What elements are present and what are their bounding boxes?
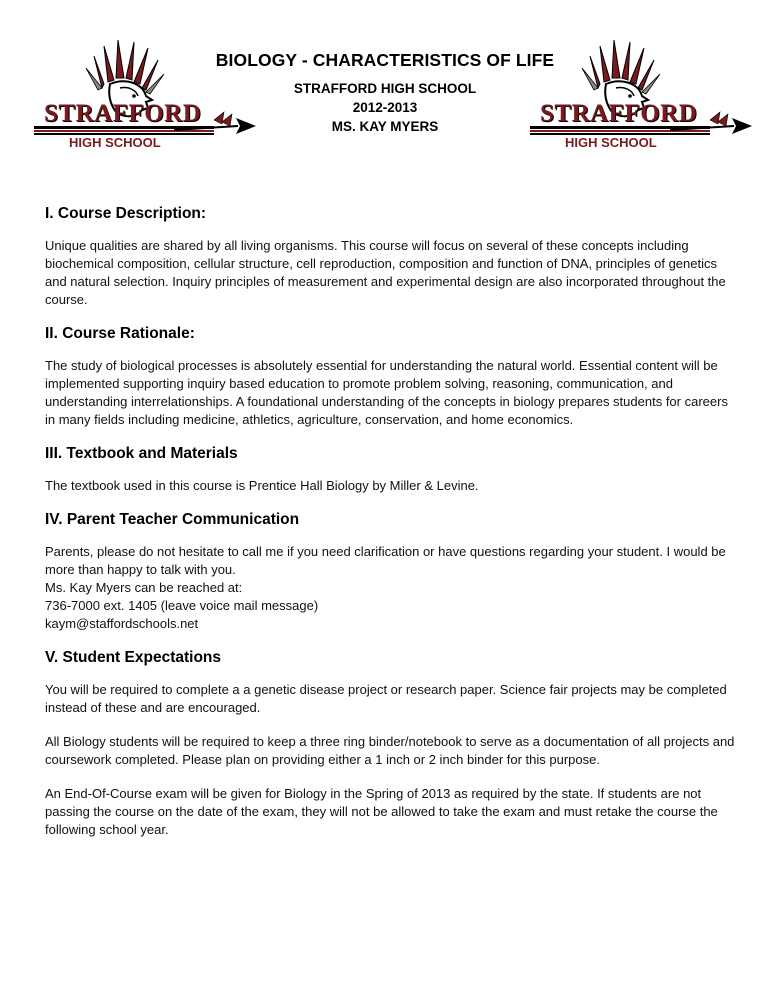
paragraph: The study of biological processes is absolutely essential for understanding the natural world. Essential content will be implemented supporting inquiry based education to promote problem solving, reasoning, communication, and understanding interrelationships. A foundational understanding of the concepts in biology prepares students for careers in many fields including medicine, athletics, agriculture, conservation, and home economics. (45, 358, 728, 427)
document-header (180, 50, 590, 136)
paragraph: You will be required to complete a a genetic disease project or research paper. Science fair projects may be completed instead of these and are encouraged. (45, 682, 727, 715)
school-name: STRAFFORD HIGH SCHOOL (293, 81, 477, 96)
section-student-expectations (45, 649, 735, 839)
paragraph: Parents, please do not hesitate to call me if you need clarification or have questions regarding your student. I would be more than happy to talk with you. (45, 544, 726, 577)
school-year: 2012-2013 (352, 100, 418, 115)
logo-subtitle: HIGH SCHOOL (69, 135, 161, 150)
logo-wordmark: STRAFFORD (540, 100, 698, 127)
document-body (45, 205, 735, 855)
section-heading: I. Course Description: (45, 205, 207, 222)
logo-subtitle: HIGH SCHOOL (565, 135, 657, 150)
paragraph: An End-Of-Course exam will be given for Biology in the Spring of 2013 as required by the state. If students are not passing the course on the date of the exam, they will not be allowed to take the exam and must retake the course the following school year. (45, 786, 718, 837)
section-heading: V. Student Expectations (45, 649, 221, 666)
section-course-description (45, 205, 735, 309)
contact-phone: 736-7000 ext. 1405 (leave voice mail message) (45, 598, 319, 613)
section-heading: IV. Parent Teacher Communication (45, 511, 300, 528)
logo-wordmark: STRAFFORD (44, 100, 202, 127)
paragraph: Unique qualities are shared by all living organisms. This course will focus on several of these concepts including biochemical composition, cellular structure, cell reproduction, composition and function of DNA, principles of genetics and natural selection. Inquiry principles of measurement and experimental design are also incorporated throughout the course. (45, 238, 726, 307)
section-course-rationale (45, 325, 735, 429)
contact-email[interactable]: kaym@staffordschools.net (45, 616, 199, 631)
teacher-name: MS. KAY MYERS (331, 119, 439, 134)
section-textbook (45, 445, 735, 495)
document-title: BIOLOGY - CHARACTERISTICS OF LIFE (215, 50, 555, 70)
section-parent-communication (45, 511, 735, 633)
paragraph: The textbook used in this course is Prentice Hall Biology by Miller & Levine. (45, 478, 479, 493)
section-heading: II. Course Rationale: (45, 325, 195, 342)
section-heading: III. Textbook and Materials (45, 445, 238, 462)
paragraph: All Biology students will be required to keep a three ring binder/notebook to serve as a documentation of all projects and coursework completed. Please plan on providing either a 1 inch or 2 inch binder for this purpose. (45, 734, 735, 767)
contact-intro: Ms. Kay Myers can be reached at: (45, 580, 243, 595)
